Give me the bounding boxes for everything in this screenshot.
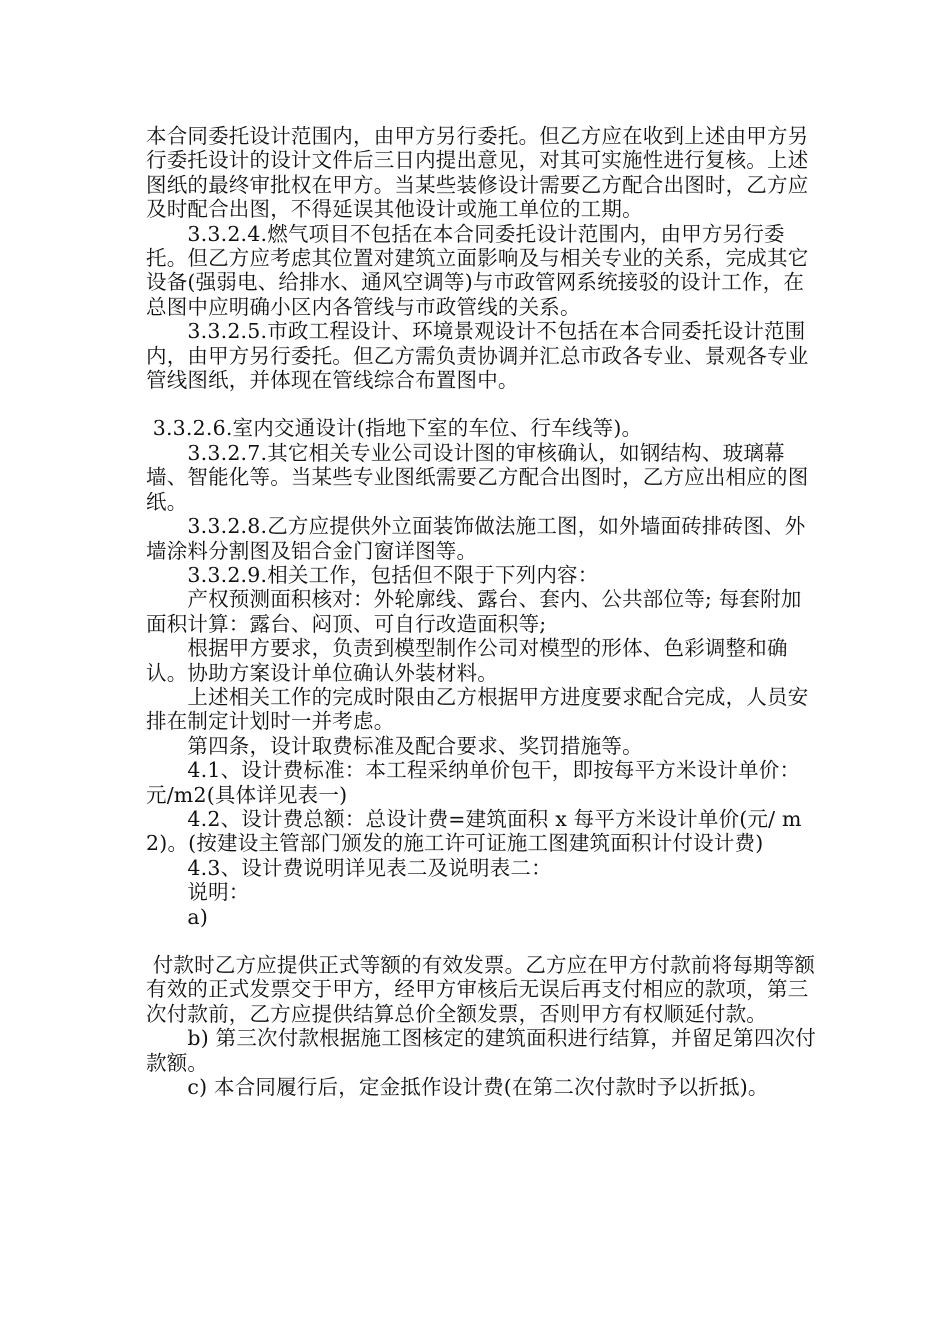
paragraph: 3.3.2.6.室内交通设计(指地下室的车位、行车线等)。 <box>146 416 643 441</box>
document-body <box>146 124 816 1099</box>
paragraph: b) 第三次付款根据施工图核定的建筑面积进行结算，并留足第四次付款额。 <box>146 1026 816 1075</box>
paragraph: 3.3.2.9.相关工作，包括但不限于下列内容： <box>146 562 599 587</box>
paragraph: 第四条，设计取费标准及配合要求、奖罚措施等。 <box>146 733 643 758</box>
paragraph: 3.3.2.4.燃气项目不包括在本合同委托设计范围内，由甲方另行委托。但乙方应考虑其位置对建筑立面影响及与相关专业的关系，完成其它设备(强弱电、给排水、通风空调等)与市政管网系统接驳的设计工作，在总图中应明确小区内各管线与市政管线的关系。 <box>146 221 809 319</box>
paragraph: 根据甲方要求，负责到模型制作公司对模型的形体、色彩调整和确认。协助方案设计单位确认外装材料。 <box>146 636 788 685</box>
blank-line <box>146 929 816 953</box>
paragraph: 3.3.2.7.其它相关专业公司设计图的审核确认，如钢结构、玻璃幕墙、智能化等。当某些专业图纸需要乙方配合出图时，乙方应出相应的图纸。 <box>146 440 809 514</box>
paragraph: 产权预测面积核对：外轮廓线、露台、套内、公共部位等; 每套附加面积计算：露台、闷顶、可自行改造面积等; <box>146 587 802 636</box>
paragraph: 说明： <box>146 880 250 905</box>
paragraph: 本合同委托设计范围内，由甲方另行委托。但乙方应在收到上述由甲方另行委托设计的设计文件后三日内提出意见，对其可实施性进行复核。上述图纸的最终审批权在甲方。当某些装修设计需要乙方配合出图时，乙方应及时配合出图，不得延误其他设计或施工单位的工期。 <box>146 124 809 222</box>
blank-line <box>146 392 816 416</box>
paragraph: 4.1、设计费标准：本工程采纳单价包干，即按每平方米设计单价： 元/m2(具体详见表一) <box>146 758 814 807</box>
paragraph: 4.3、设计费说明详见表二及说明表二： <box>146 855 552 880</box>
paragraph: 3.3.2.5.市政工程设计、环境景观设计不包括在本合同委托设计范围内，由甲方另行委托。但乙方需负责协调并汇总市政各专业、景观各专业管线图纸，并体现在管线综合布置图中。 <box>146 319 809 393</box>
paragraph: 付款时乙方应提供正式等额的有效发票。乙方应在甲方付款前将每期等额有效的正式发票交于甲方，经甲方审核后无误后再支付相应的款项，第三次付款前，乙方应提供结算总价全额发票，否则甲方有权顺延付款。 <box>146 953 816 1026</box>
paragraph: 3.3.2.8.乙方应提供外立面装饰做法施工图，如外墙面砖排砖图、外墙涂料分割图及铝合金门窗详图等。 <box>146 514 806 563</box>
paragraph: c) 本合同履行后，定金抵作设计费(在第二次付款时予以折抵)。 <box>146 1075 769 1100</box>
paragraph: 上述相关工作的完成时限由乙方根据甲方进度要求配合完成，人员安排在制定计划时一并考虑。 <box>146 684 809 734</box>
paragraph: a) <box>146 904 209 929</box>
paragraph: 4.2、设计费总额：总设计费=建筑面积 x 每平方米设计单价(元/ m2)。(按建设主管部门颁发的施工许可证施工图建筑面积计付设计费) <box>146 806 802 856</box>
